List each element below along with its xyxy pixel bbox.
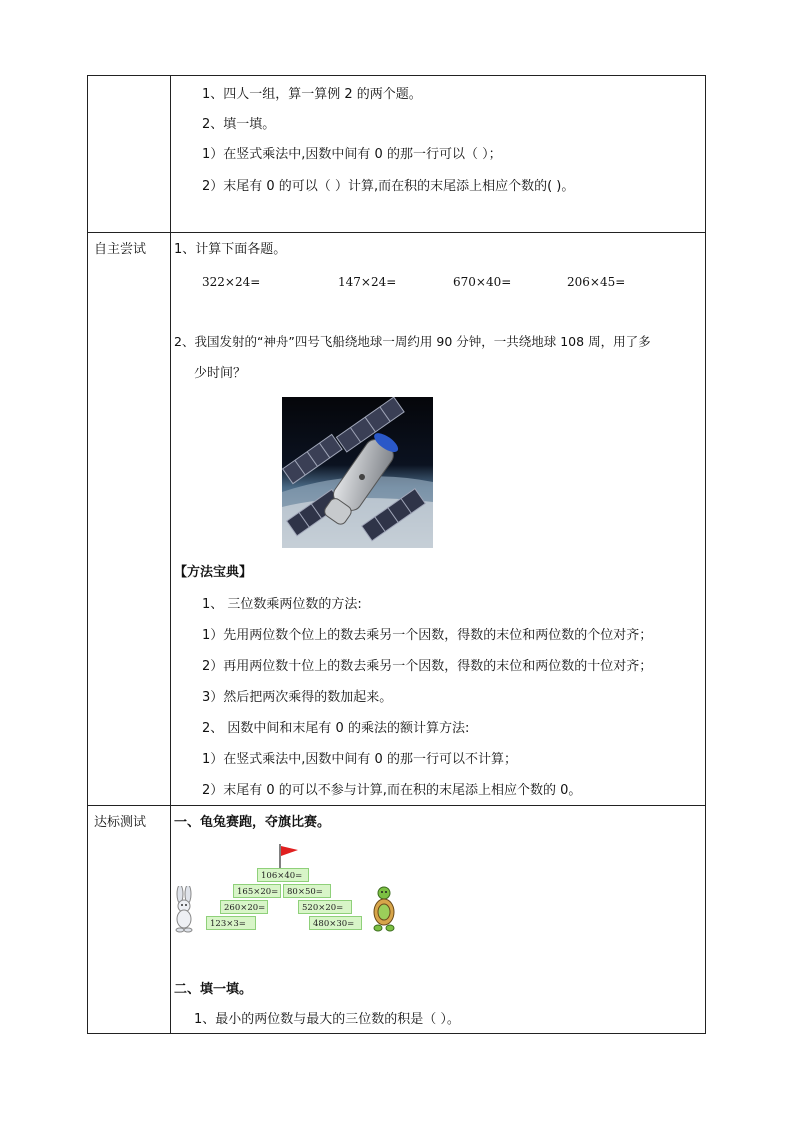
- row1-line-4: 2）末尾有 0 的可以（ ）计算,而在积的末尾添上相应个数的( )。: [202, 179, 575, 194]
- method-line-3: 2）再用两位数十位上的数去乘另一个因数，得数的末位和两位数的十位对齐；: [202, 659, 653, 674]
- method-line-1: 1、 三位数乘两位数的方法:: [202, 597, 362, 612]
- row2-label: 自主尝试: [94, 242, 147, 257]
- race-box: 106×40=: [257, 868, 309, 882]
- turtle-icon: [372, 886, 396, 932]
- spacecraft-photo: [282, 397, 433, 548]
- row1-line-3: 1）在竖式乘法中,因数中间有 0 的那一行可以（ ）；: [202, 147, 502, 162]
- race-box: 520×20=: [298, 900, 352, 914]
- calc-1: 322×24=: [202, 275, 261, 289]
- calc-3: 670×40=: [453, 275, 512, 289]
- column-divider: [170, 76, 171, 1033]
- race-box: 123×3=: [206, 916, 256, 930]
- section2-q1: 1、最小的两位数与最大的三位数的积是（ ）。: [194, 1012, 460, 1027]
- row2-q2-line1: 2、我国发射的“神舟”四号飞船绕地球一周约用 90 分钟，一共绕地球 108 周，用了多: [174, 334, 651, 349]
- section2-title: 二、填一填。: [174, 982, 253, 997]
- method-title: 【方法宝典】: [174, 565, 253, 580]
- method-line-7: 2）末尾有 0 的可以不参与计算,而在积的末尾添上相应个数的 0。: [202, 783, 582, 798]
- row2-q2-line2: 少时间？: [194, 366, 247, 381]
- flag-icon: [276, 844, 306, 870]
- calc-4: 206×45=: [567, 275, 626, 289]
- row2-q1: 1、计算下面各题。: [174, 242, 287, 257]
- method-line-4: 3）然后把两次乘得的数加起来。: [202, 690, 393, 705]
- row1-line-2: 2、填一填。: [202, 117, 276, 132]
- calc-2: 147×24=: [338, 275, 397, 289]
- method-line-2: 1）先用两位数个位上的数去乘另一个因数，得数的末位和两位数的个位对齐；: [202, 628, 653, 643]
- row-divider: [88, 805, 705, 806]
- rabbit-icon: [172, 886, 198, 934]
- row-divider: [88, 232, 705, 233]
- race-box: 165×20=: [233, 884, 281, 898]
- race-box: 80×50=: [283, 884, 331, 898]
- row3-label: 达标测试: [94, 815, 147, 830]
- method-line-5: 2、 因数中间和末尾有 0 的乘法的额计算方法:: [202, 721, 470, 736]
- race-box: 480×30=: [309, 916, 362, 930]
- row1-line-1: 1、四人一组，算一算例 2 的两个题。: [202, 87, 422, 102]
- method-line-6: 1）在竖式乘法中,因数中间有 0 的那一行可以不计算；: [202, 752, 517, 767]
- race-box: 260×20=: [220, 900, 268, 914]
- section1-title: 一、龟兔赛跑，夺旗比赛。: [174, 815, 331, 830]
